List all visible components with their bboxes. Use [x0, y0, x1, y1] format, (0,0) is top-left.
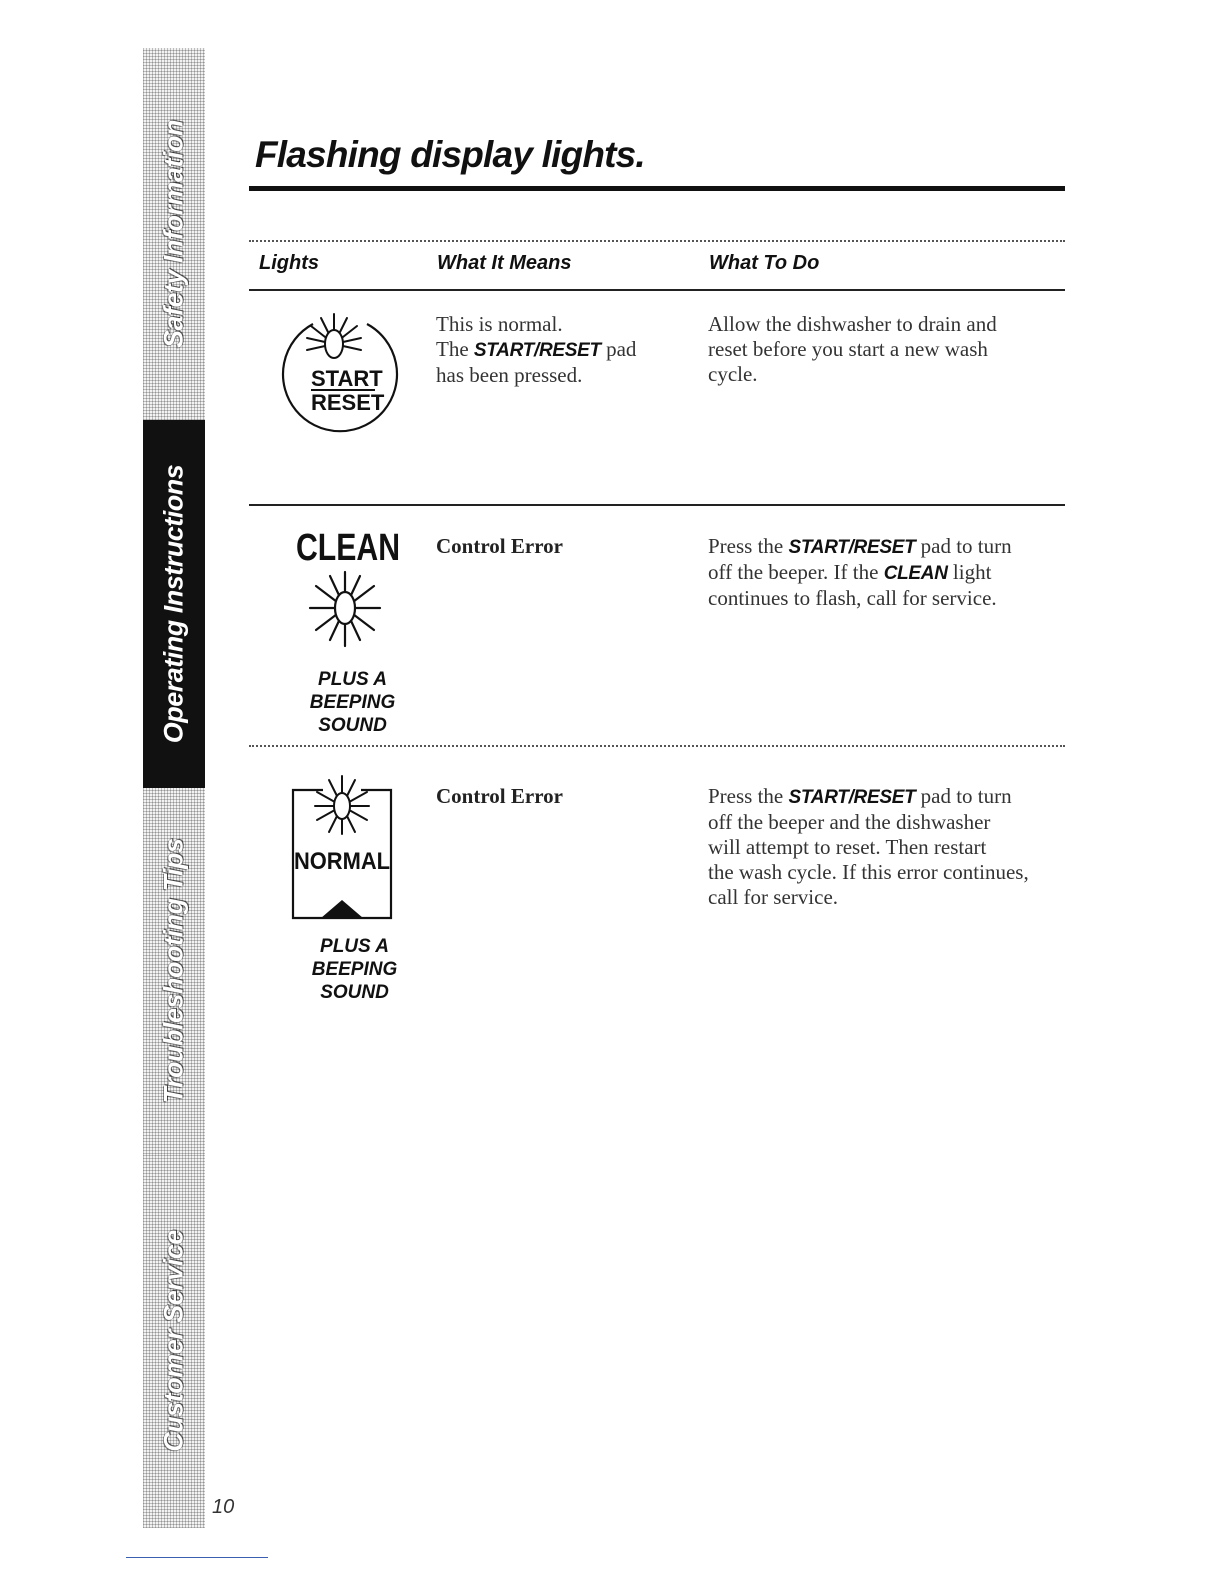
row1-todo: Allow the dishwasher to drain and reset before you start a new wash cycle. — [708, 312, 997, 386]
page-title: Flashing display lights. — [255, 134, 645, 175]
tab-label: Troubleshooting Tips — [158, 838, 189, 1104]
title-rule — [249, 186, 1065, 191]
reset-label: RESET — [311, 390, 385, 415]
column-header-lights: Lights — [259, 252, 319, 274]
tab-operating-instructions[interactable] — [143, 420, 205, 788]
row2-todo: Press the START/RESET pad to turn off the beeper. If the CLEAN light continues to flash, call for service. — [708, 534, 1012, 610]
row-divider — [249, 504, 1065, 506]
table-top-rule — [249, 240, 1065, 242]
row1-means: This is normal. The START/RESET pad has been pressed. — [436, 312, 637, 387]
tab-label: Operating Instructions — [158, 464, 189, 744]
tab-troubleshooting-tips[interactable] — [143, 788, 205, 1154]
row2-means: Control Error — [436, 534, 563, 558]
normal-label: NORMAL — [294, 848, 390, 875]
normal-indicator-icon — [285, 772, 405, 932]
beeping-sound-note: PLUS A BEEPING SOUND — [309, 669, 396, 736]
row-divider — [249, 745, 1065, 747]
row3-means: Control Error — [436, 784, 563, 808]
tab-label: Customer Service — [158, 1230, 189, 1452]
tab-label: Safety Information — [158, 119, 189, 349]
tab-customer-service[interactable] — [143, 1154, 205, 1528]
clean-label: CLEAN — [296, 527, 400, 569]
column-header-what-to-do: What To Do — [709, 252, 820, 274]
start-reset-indicator-icon — [275, 310, 405, 440]
start-label: START — [311, 366, 383, 391]
column-header-what-it-means: What It Means — [437, 252, 572, 274]
footer-rule — [126, 1557, 268, 1558]
row3-todo: Press the START/RESET pad to turn off the beeper and the dishwasher will attempt to reset. Then restart the wash cycle. If this error continues, call for service. — [708, 784, 1029, 909]
beeping-sound-note: PLUS A BEEPING SOUND — [311, 936, 398, 1003]
tab-safety-information[interactable] — [143, 48, 205, 420]
clean-indicator-icon — [290, 522, 410, 652]
page-number: 10 — [212, 1496, 235, 1518]
header-rule — [249, 289, 1065, 291]
